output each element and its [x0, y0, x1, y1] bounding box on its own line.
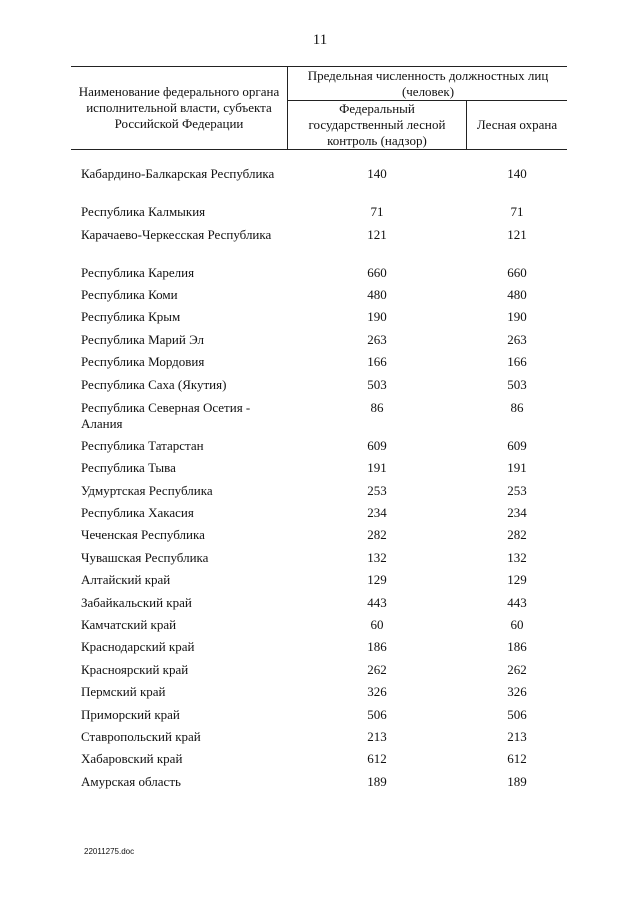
row-control-value: 262 [367, 662, 387, 677]
row-region-name: Республика Коми [81, 287, 178, 302]
header-divider-2 [466, 100, 467, 150]
row-guard-value: 326 [507, 684, 527, 699]
row-control-value: 140 [367, 166, 387, 181]
row-region-name: Республика Саха (Якутия) [81, 377, 227, 392]
row-region-name: Камчатский край [81, 617, 177, 632]
row-region-name: Республика Мордовия [81, 354, 205, 369]
row-guard-value: 612 [507, 751, 527, 766]
row-region-name: Республика Татарстан [81, 438, 204, 453]
row-control-value: 506 [367, 707, 387, 722]
row-control-value: 129 [367, 572, 387, 587]
row-region-name: Алтайский край [81, 572, 171, 587]
row-region-name: Амурская область [81, 774, 181, 789]
row-guard-value: 480 [507, 287, 527, 302]
row-guard-value: 189 [507, 774, 527, 789]
row-region-name: Приморский край [81, 707, 180, 722]
row-guard-value: 166 [507, 354, 527, 369]
row-guard-value: 263 [507, 332, 527, 347]
row-region-name: Забайкальский край [81, 595, 192, 610]
row-guard-value: 140 [507, 166, 527, 181]
row-control-value: 263 [367, 332, 387, 347]
row-control-value: 132 [367, 550, 387, 565]
row-control-value: 282 [367, 527, 387, 542]
row-guard-value: 443 [507, 595, 527, 610]
row-region-name: Чувашская Республика [81, 550, 209, 565]
row-region-name: Республика Северная Осетия - Алания [81, 400, 251, 431]
row-region-name: Краснодарский край [81, 639, 195, 654]
row-guard-value: 660 [507, 265, 527, 280]
row-guard-value: 121 [507, 227, 527, 242]
row-control-value: 71 [370, 204, 384, 219]
row-control-value: 60 [370, 617, 384, 632]
row-region-name: Республика Калмыкия [81, 204, 206, 219]
row-control-value: 234 [367, 505, 387, 520]
header-bottom-rule [71, 149, 567, 150]
row-guard-value: 186 [507, 639, 527, 654]
row-guard-value: 86 [510, 400, 524, 415]
table-header [71, 66, 567, 150]
row-guard-value: 129 [507, 572, 527, 587]
row-region-name: Хабаровский край [81, 751, 183, 766]
row-guard-value: 213 [507, 729, 527, 744]
row-region-name: Республика Марий Эл [81, 332, 204, 347]
row-guard-value: 132 [507, 550, 527, 565]
row-control-value: 503 [367, 377, 387, 392]
row-region-name: Республика Крым [81, 309, 181, 324]
row-guard-value: 60 [510, 617, 524, 632]
row-control-value: 443 [367, 595, 387, 610]
row-control-value: 660 [367, 265, 387, 280]
row-control-value: 213 [367, 729, 387, 744]
row-region-name: Чеченская Республика [81, 527, 205, 542]
row-control-value: 191 [367, 460, 387, 475]
row-control-value: 86 [370, 400, 384, 415]
row-guard-value: 262 [507, 662, 527, 677]
row-control-value: 186 [367, 639, 387, 654]
row-guard-value: 253 [507, 483, 527, 498]
row-region-name: Ставропольский край [81, 729, 201, 744]
row-control-value: 326 [367, 684, 387, 699]
row-control-value: 612 [367, 751, 387, 766]
row-guard-value: 71 [510, 204, 524, 219]
header-col-group: Предельная численность должностных лиц (человек) [307, 68, 549, 99]
row-guard-value: 609 [507, 438, 527, 453]
header-top-rule [71, 66, 567, 67]
row-guard-value: 190 [507, 309, 527, 324]
row-guard-value: 191 [507, 460, 527, 475]
row-region-name: Пермский край [81, 684, 166, 699]
row-region-name: Удмуртская Республика [81, 483, 213, 498]
row-guard-value: 503 [507, 377, 527, 392]
row-guard-value: 506 [507, 707, 527, 722]
row-region-name: Республика Карелия [81, 265, 195, 280]
row-region-name: Красноярский край [81, 662, 189, 677]
row-guard-value: 234 [507, 505, 527, 520]
page-number: 11 [312, 32, 328, 48]
row-control-value: 121 [367, 227, 387, 242]
row-control-value: 253 [367, 483, 387, 498]
row-control-value: 609 [367, 438, 387, 453]
header-col-name: Наименование федерального органа исполнительной власти, субъекта Российской Федерации [78, 84, 280, 131]
row-region-name: Республика Хакасия [81, 505, 194, 520]
row-region-name: Республика Тыва [81, 460, 176, 475]
row-guard-value: 282 [507, 527, 527, 542]
row-region-name: Кабардино-Балкарская Республика [81, 166, 275, 181]
header-col-guard: Лесная охрана [476, 117, 558, 132]
row-control-value: 480 [367, 287, 387, 302]
row-control-value: 189 [367, 774, 387, 789]
header-col-control: Федеральный государственный лесной контроль (надзор) [308, 101, 446, 148]
row-region-name: Карачаево-Черкесская Республика [81, 227, 272, 242]
header-divider-1 [287, 66, 288, 150]
footer-filename: 22011275.doc [84, 847, 135, 856]
row-control-value: 166 [367, 354, 387, 369]
row-control-value: 190 [367, 309, 387, 324]
